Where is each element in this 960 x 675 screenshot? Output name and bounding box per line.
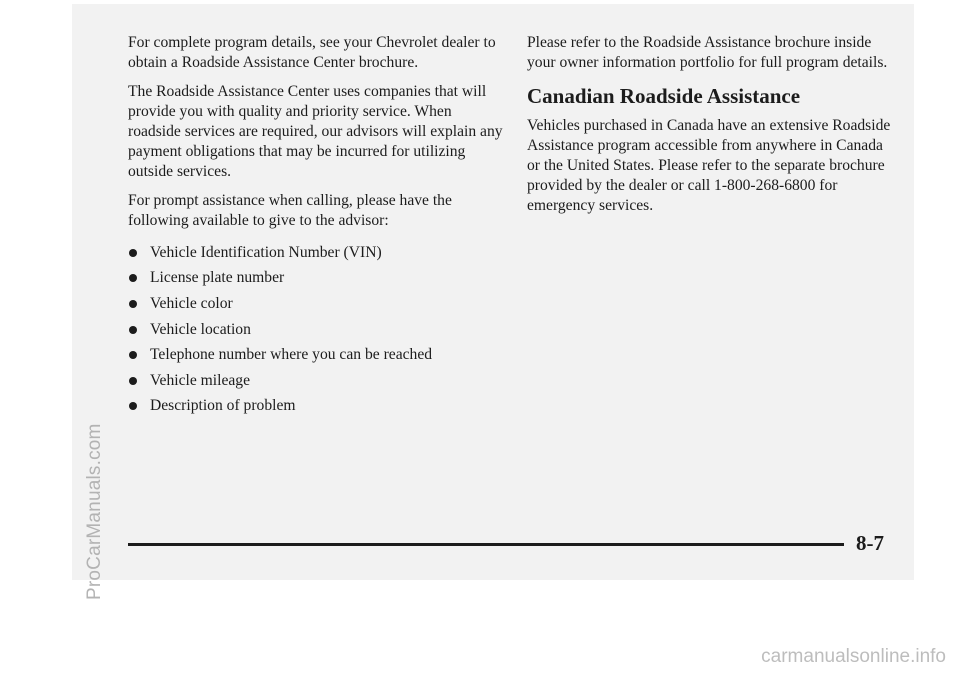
- footer-rule: [128, 543, 844, 546]
- dealer-brochure-paragraph: For complete program details, see your Chevrolet dealer to obtain a Roadside Assistance Center brochure.: [128, 34, 496, 71]
- list-item: Description of problem: [128, 394, 508, 420]
- left-column: [128, 33, 508, 419]
- bullet-icon: [129, 351, 137, 359]
- service-center-paragraph: The Roadside Assistance Center uses companies that will provide you with quality and priority service. When roadside services are required, our advisors will explain any payment obligations that may be incurred for utilizing outside services.: [128, 83, 503, 180]
- bullet-icon: [129, 274, 137, 282]
- portfolio-paragraph: Please refer to the Roadside Assistance brochure inside your owner information portfolio for full program details.: [527, 34, 888, 71]
- page-number: 8-7: [856, 531, 884, 555]
- bullet-icon: [129, 377, 137, 385]
- advisor-info-list: [128, 240, 508, 419]
- bottom-watermark: carmanualsonline.info: [761, 646, 946, 667]
- bullet-icon: [129, 402, 137, 410]
- list-item: Vehicle mileage: [128, 368, 508, 394]
- side-watermark: ProCarManuals.com: [84, 423, 105, 600]
- right-column: [527, 33, 899, 225]
- list-item: Vehicle Identification Number (VIN): [128, 240, 508, 266]
- list-item: Telephone number where you can be reached: [128, 342, 508, 368]
- canada-paragraph: Vehicles purchased in Canada have an extensive Roadside Assistance program accessible from anywhere in Canada or the United States. Please refer to the separate brochure provided by the dealer or call 1-800-268-6800 for emergency services.: [527, 117, 891, 214]
- list-item: Vehicle color: [128, 291, 508, 317]
- list-item: License plate number: [128, 266, 508, 292]
- section-heading: Canadian Roadside Assistance: [527, 84, 801, 108]
- prompt-assistance-paragraph: For prompt assistance when calling, please have the following available to give to the advisor:: [128, 192, 452, 229]
- bullet-icon: [129, 326, 137, 334]
- bullet-icon: [129, 300, 137, 308]
- list-item: Vehicle location: [128, 317, 508, 343]
- bullet-icon: [129, 249, 137, 257]
